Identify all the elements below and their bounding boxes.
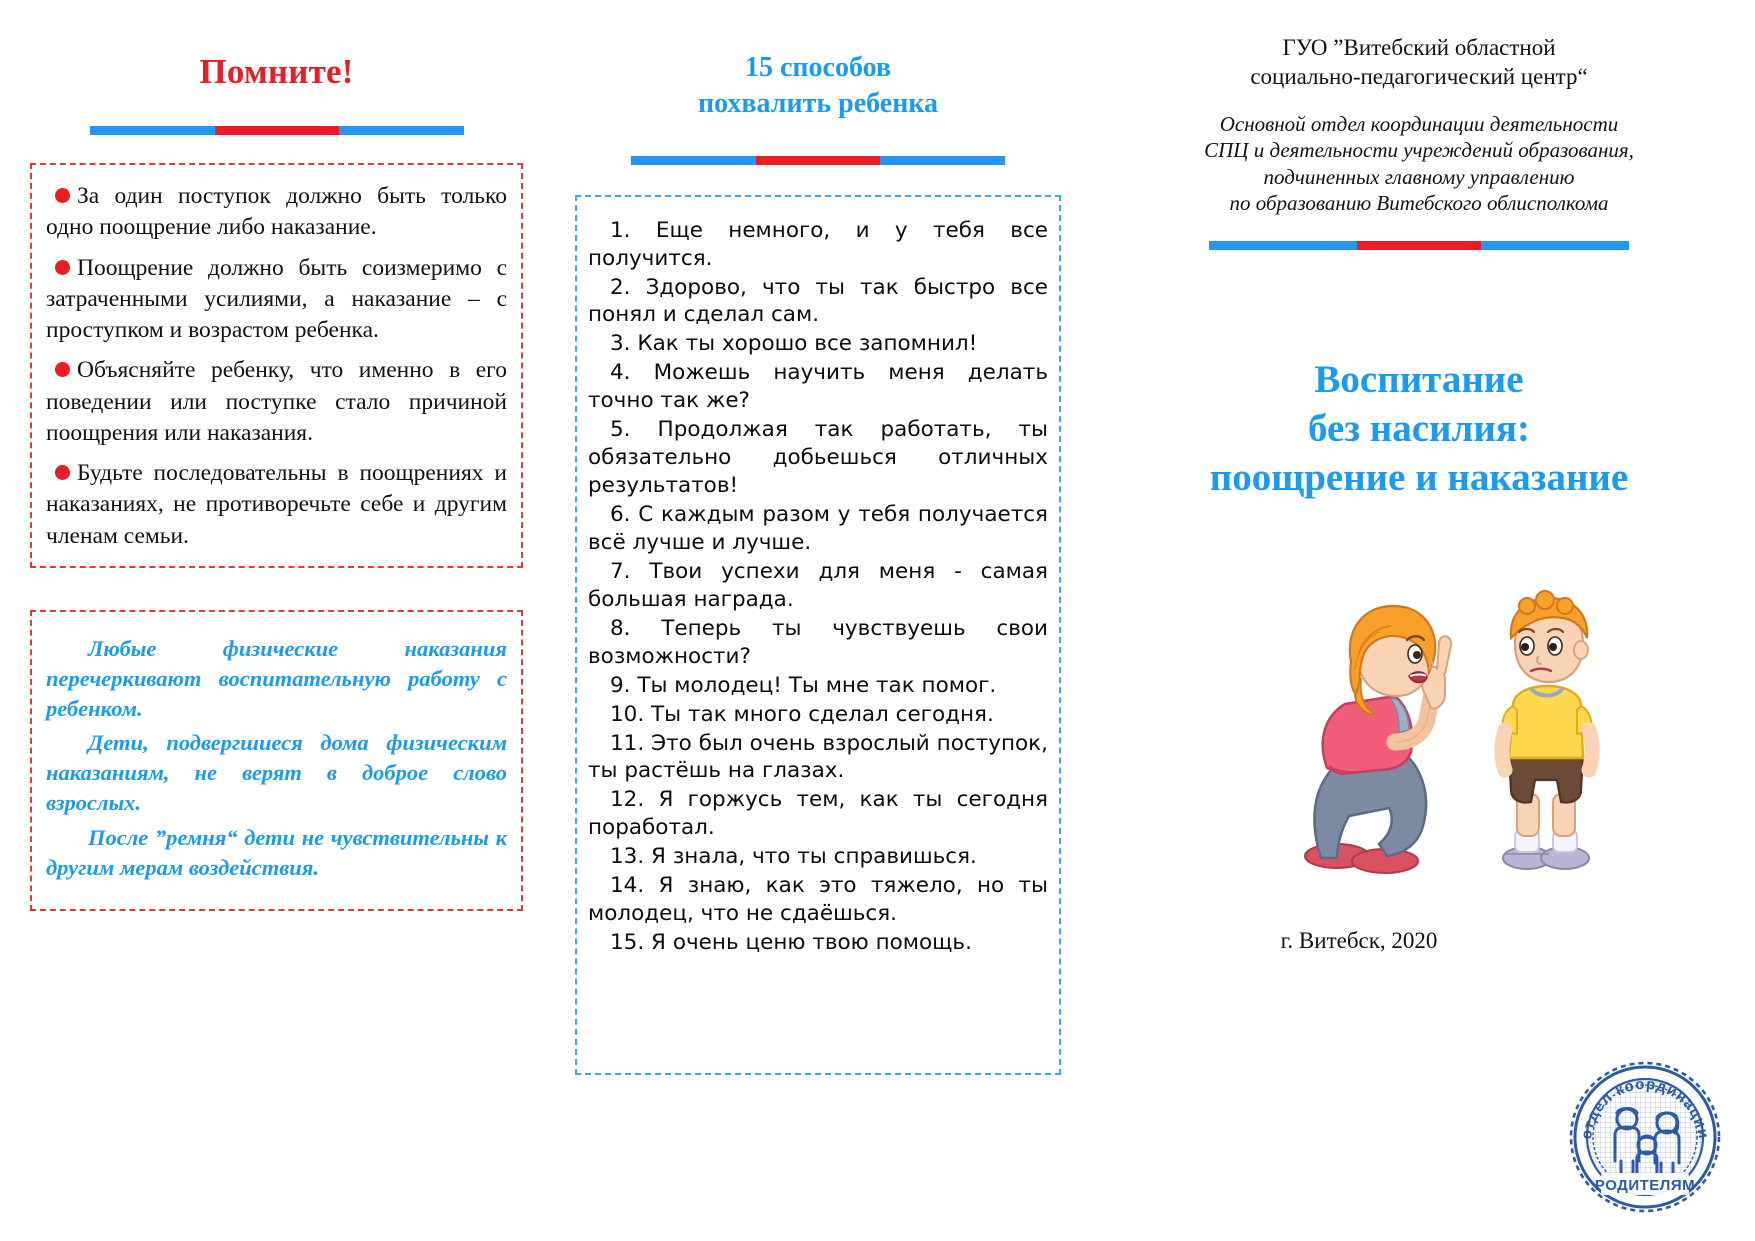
praise-item-number: 5. xyxy=(610,417,631,443)
praise-item-number: 12. xyxy=(610,787,645,813)
brochure-title-line3: поощрение и наказание xyxy=(1209,456,1629,500)
department-name xyxy=(1111,111,1727,217)
praise-item-text: Теперь ты чувствуешь свои возможности? xyxy=(588,615,1048,669)
department-name-line1: Основной отдел координации деятельности xyxy=(1219,112,1619,137)
praise-item-number: 4. xyxy=(610,360,631,386)
panel-left-heading: Помните! xyxy=(199,52,354,91)
praise-item xyxy=(588,872,1048,928)
bullet-dot-icon xyxy=(55,260,70,275)
rule-item xyxy=(46,355,507,449)
rule-item-text: Объясняйте ребенку, что именно в его поведении или поступке стало причиной поощрения или наказания. xyxy=(46,357,507,446)
praise-item xyxy=(588,217,1048,273)
praise-item xyxy=(588,843,1048,871)
praise-item-number: 14. xyxy=(610,873,645,899)
seal-bottom-text: РОДИТЕЛЯМ xyxy=(1594,1177,1696,1194)
rule-item-text: Поощрение должно быть соизмеримо с затраченными усилиями, а наказание – с проступком и возрастом ребенка. xyxy=(46,254,507,343)
praise-item xyxy=(588,730,1048,786)
praise-item-text: Еще немного, и у тебя все получится. xyxy=(588,217,1048,271)
rule-segment-blue-right xyxy=(339,126,464,135)
rule-item-text: Будьте последовательны в поощрениях и наказаниях, не противоречьте себе и другим членам семьи. xyxy=(46,460,507,549)
warning-note: После ”ремня“ дети не чувствительны к другим мерам воздействия. xyxy=(46,824,507,880)
praise-item-text: С каждым разом у тебя получается всё лучше и лучше. xyxy=(588,502,1048,555)
praise-item-number: 7. xyxy=(610,558,631,584)
warning-note: Любые физические наказания перечеркивают воспитательную работу с ребенком. xyxy=(46,635,507,722)
rule-item-text: За один поступок должно быть только одно поощрение либо наказание. xyxy=(46,183,507,241)
praise-item-text: Твои успехи для меня - самая большая награда. xyxy=(588,558,1048,612)
brochure-title-line2: без насилия: xyxy=(1308,406,1530,450)
praise-list-box xyxy=(575,195,1061,1075)
praise-item-text: Это был очень взрослый поступок, ты растёшь на глазах. xyxy=(588,730,1048,784)
tricolor-rule-right xyxy=(1209,241,1629,250)
rule-segment-red xyxy=(215,126,339,135)
praise-item xyxy=(588,558,1048,614)
panel-cover xyxy=(1083,0,1755,1241)
rule-item xyxy=(46,458,507,552)
rule-segment-blue-left xyxy=(1209,241,1357,250)
bullet-dot-icon xyxy=(55,465,70,480)
panel-middle-heading-line2: похвалить ребенка xyxy=(697,87,939,119)
praise-item-number: 9. xyxy=(610,672,631,698)
rule-segment-blue-right xyxy=(1481,241,1629,250)
warning-box xyxy=(30,610,523,911)
organization-name xyxy=(1111,34,1727,91)
bullet-dot-icon xyxy=(55,362,70,377)
brochure-title-line1: Воспитание xyxy=(1314,357,1524,401)
rule-segment-blue-right xyxy=(880,156,1005,165)
praise-item-number: 8. xyxy=(610,615,631,641)
praise-item xyxy=(588,359,1048,415)
illustration-mother-and-child xyxy=(1209,558,1629,888)
praise-item-number: 3. xyxy=(610,331,631,357)
tricolor-rule-left xyxy=(90,126,464,135)
praise-item-number: 15. xyxy=(610,930,645,956)
praise-item-text: Ты так много сделал сегодня. xyxy=(651,701,994,727)
panel-middle-heading xyxy=(575,50,1061,122)
praise-item-text: Ты молодец! Ты мне так помог. xyxy=(637,672,997,698)
panel-middle-heading-line1: 15 способов xyxy=(744,52,892,83)
rule-segment-red xyxy=(1357,241,1481,250)
praise-item-text: Можешь научить меня делать точно так же? xyxy=(588,360,1048,414)
rule-segment-blue-left xyxy=(90,126,215,135)
praise-item xyxy=(588,786,1048,842)
praise-item xyxy=(588,672,1048,700)
rule-segment-red xyxy=(756,156,880,165)
praise-item-text: Я знаю, как это тяжело, но ты молодец, что не сдаёшься. xyxy=(588,873,1048,927)
praise-item-text: Я очень ценю твою помощь. xyxy=(651,930,972,956)
city-and-year: г. Витебск, 2020 xyxy=(1280,928,1438,954)
praise-item xyxy=(588,501,1048,557)
organization-name-line1: ГУО ”Витебский областной xyxy=(1282,35,1556,60)
department-name-line2: СПЦ и деятельности учреждений образования, xyxy=(1204,138,1634,163)
rule-item xyxy=(46,253,507,347)
praise-item-number: 10. xyxy=(610,701,645,727)
praise-item xyxy=(588,274,1048,330)
bullet-dot-icon xyxy=(55,188,70,203)
praise-item-text: Как ты хорошо все запомнил! xyxy=(637,331,978,357)
seal-arc-text: отдел координации xyxy=(1578,1075,1712,1141)
rules-box xyxy=(30,163,523,568)
praise-item-number: 6. xyxy=(610,502,631,528)
praise-item-text: Я горжусь тем, как ты сегодня поработал. xyxy=(588,787,1048,841)
praise-item xyxy=(588,615,1048,671)
praise-item-number: 13. xyxy=(610,844,645,870)
panel-remember xyxy=(0,0,553,1241)
department-name-line4: по образованию Витебского облисполкома xyxy=(1229,191,1609,216)
rule-segment-blue-left xyxy=(631,156,756,165)
praise-item-text: Продолжая так работать, ты обязательно добьешься отличных результатов! xyxy=(588,417,1048,499)
praise-item-number: 1. xyxy=(610,217,631,243)
warning-note: Дети, подвергшиеся дома физическим наказаниям, не верят в доброе слово взрослых. xyxy=(46,730,507,816)
praise-item-number: 2. xyxy=(610,274,631,300)
organization-seal-logo xyxy=(1565,1057,1725,1217)
panel-praise xyxy=(553,0,1083,1241)
praise-item-number: 11. xyxy=(610,730,645,756)
praise-item xyxy=(588,416,1048,500)
praise-item-text: Я знала, что ты справишься. xyxy=(651,844,977,870)
organization-name-line2: социально-педагогический центр“ xyxy=(1250,63,1588,89)
praise-item xyxy=(588,701,1048,729)
brochure-title xyxy=(1111,355,1727,502)
praise-item-text: Здорово, что ты так быстро все понял и сделал сам. xyxy=(588,274,1048,328)
department-name-line3: подчиненных главному управлению xyxy=(1263,164,1575,189)
praise-item xyxy=(588,330,1048,358)
rule-item xyxy=(46,181,507,244)
praise-item xyxy=(588,929,1048,957)
tricolor-rule-middle xyxy=(631,156,1005,165)
